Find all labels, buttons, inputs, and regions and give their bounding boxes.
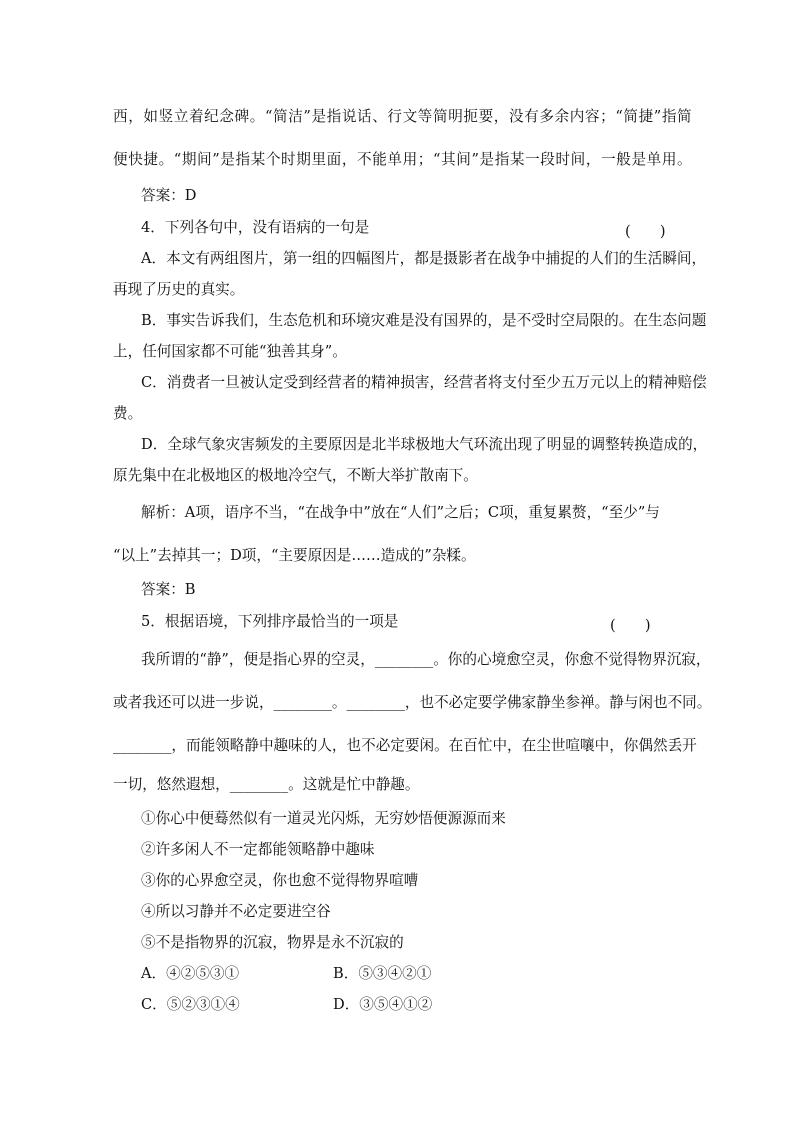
explanation-line-1: 西，如竖立着纪念碑。“简洁”是指说话、行文等简明扼要，没有多余内容；“简捷”指简: [113, 108, 693, 125]
q5-sentence-5: ⑤不是指物界的沉寂，物界是永不沉寂的: [141, 934, 404, 951]
question-4-stem: 4．下列各句中，没有语病的一句是: [141, 219, 370, 236]
q5-passage-line-2: 或者我还可以进一步说，________。________，也不必定要学佛家静坐参禅。静与闲也不同。: [113, 694, 712, 711]
q4-option-d-line-1: D．全球气象灾害频发的主要原因是北半球极地大气环流出现了明显的调整转换造成的，: [141, 436, 708, 453]
q4-option-b-line-1: B．事实告诉我们，生态危机和环境灾难是没有国界的，是不受时空局限的。在生态问题: [141, 312, 707, 329]
q5-passage-line-4: 一切，悠然遐想，________。这就是忙中静趣。: [113, 776, 420, 793]
q5-option-b: B．⑤③④②①: [333, 965, 432, 982]
q4-analysis-line-2: “以上”去掉其一；D项，“主要原因是……造成的”杂糅。: [113, 547, 476, 564]
q4-option-b-line-2: 上，任何国家都不可能“独善其身”。: [113, 343, 347, 360]
q4-option-a-line-2: 再现了历史的真实。: [113, 281, 245, 298]
q5-sentence-3: ③你的心界愈空灵，你也愈不觉得物界喧嘈: [141, 872, 419, 889]
q4-option-c-line-2: 费。: [113, 405, 143, 422]
q5-passage-line-3: ________，而能领略静中趣味的人，也不必定要闲。在百忙中，在尘世喧嚷中，你偶然丢开: [113, 737, 697, 754]
question-5-stem: 5．根据语境，下列排序最恰当的一项是: [141, 613, 399, 630]
q4-option-a-line-1: A．本文有两组图片，第一组的四幅图片，都是摄影者在战争中捕捉的人们的生活瞬间，: [141, 250, 707, 267]
question-4-answer-blank: ( ): [625, 223, 666, 240]
q5-sentence-4: ④所以习静并不必定要进空谷: [141, 903, 331, 920]
answer-q4: 答案：B: [141, 581, 196, 598]
q4-option-d-line-2: 原先集中在北极地区的极地冷空气，不断大举扩散南下。: [113, 467, 478, 484]
q5-passage-line-1: 我所谓的“静”，便是指心界的空灵，________。你的心境愈空灵，你愈不觉得物界沉寂，: [141, 651, 711, 668]
q5-option-c: C．⑤②③①④: [141, 996, 240, 1013]
q5-sentence-2: ②许多闲人不一定都能领略静中趣味: [141, 841, 375, 858]
q5-option-a: A．④②⑤③①: [141, 965, 240, 982]
explanation-line-2: 便快捷。“期间”是指某个时期里面，不能单用；“其间”是指某一段时间，一般是单用。: [113, 151, 693, 168]
q5-sentence-1: ①你心中便蓦然似有一道灵光闪烁，无穷妙悟便源源而来: [141, 810, 506, 827]
q4-option-c-line-1: C．消费者一旦被认定受到经营者的精神损害，经营者将支付至少五万元以上的精神赔偿: [141, 374, 707, 391]
question-5-answer-blank: ( ): [610, 617, 651, 634]
q4-analysis-line-1: 解析：A项，语序不当，“在战争中”放在“人们”之后；C项，重复累赘，“至少”与: [141, 504, 660, 521]
q5-option-d: D．③⑤④①②: [333, 996, 433, 1013]
answer-q3: 答案：D: [141, 187, 197, 204]
